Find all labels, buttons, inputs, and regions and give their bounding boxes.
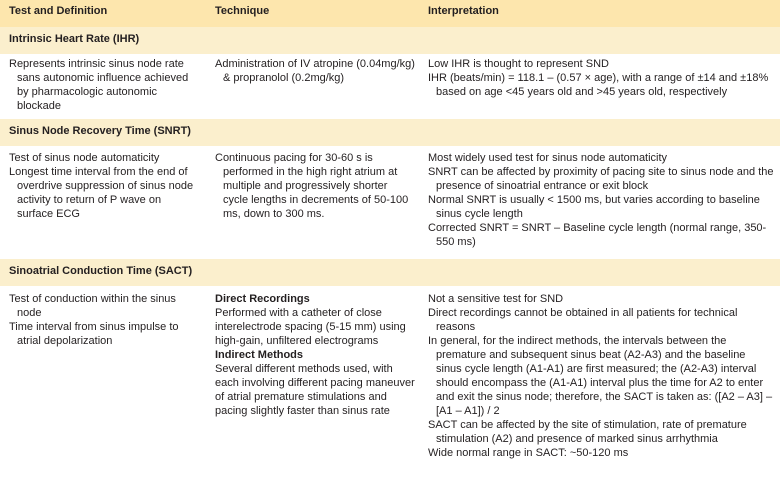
section-snrt-title-bar (0, 119, 780, 146)
definition-cell (9, 151, 199, 221)
technique-text: Several different methods used, with each involving different pacing maneuver of atrial premature stimulations and pacing slightly faster than sinus rate (215, 363, 415, 417)
interpretation-cell (428, 57, 774, 99)
table-header (0, 0, 780, 27)
table-row-sact (0, 292, 780, 477)
technique-text: Performed with a catheter of close interelectrode spacing (5-15 mm) using high-gain, unfiltered electrograms (215, 307, 406, 347)
interpretation-cell (428, 151, 774, 249)
definition-cell (9, 292, 199, 348)
interpretation-text: Direct recordings cannot be obtained in all patients for technical reasons (428, 307, 738, 333)
header-technique: Technique (215, 5, 270, 17)
definition-text: Test of sinus node automaticity (9, 152, 160, 164)
interpretation-text: Wide normal range in SACT: ~50-120 ms (428, 447, 629, 459)
interpretation-cell (428, 292, 774, 460)
technique-cell (215, 292, 415, 418)
definition-cell (9, 57, 199, 113)
interpretation-text: Normal SNRT is usually < 1500 ms, but varies according to baseline sinus cycle length (428, 194, 760, 220)
interpretation-text: Most widely used test for sinus node automaticity (428, 152, 668, 164)
section-ihr-title-bar (0, 27, 780, 54)
header-interpretation: Interpretation (428, 5, 499, 17)
section-title: Intrinsic Heart Rate (IHR) (9, 33, 140, 45)
definition-text: Represents intrinsic sinus node rate sans autonomic influence achieved by pharmacologic autonomic blockade (9, 58, 189, 112)
section-title: Sinoatrial Conduction Time (SACT) (9, 265, 193, 277)
header-test-definition: Test and Definition (9, 5, 108, 17)
section-sact-title-bar (0, 259, 780, 286)
table-row-ihr (0, 57, 780, 119)
interpretation-text: IHR (beats/min) = 118.1 – (0.57 × age), with a range of ±14 and ±18% based on age <45 years old and >45 years old, respectively (428, 72, 769, 98)
technique-cell (215, 151, 415, 221)
interpretation-text: SNRT can be affected by proximity of pacing site to sinus node and the presence of sinoatrial entrance or exit block (428, 166, 774, 192)
definition-text: Test of conduction within the sinus node (9, 293, 176, 319)
technique-text: Administration of IV atropine (0.04mg/kg) & propranolol (0.2mg/kg) (215, 58, 415, 84)
interpretation-text: SACT can be affected by the site of stimulation, rate of premature stimulation (A2) and presence of marked sinus arrhythmia (428, 419, 747, 445)
interpretation-text: In general, for the indirect methods, the intervals between the premature and subsequent sinus beat (A2-A3) and the baseline sinus cycle length (A1-A1) are first measured; the (A2-A3) interval should encompass the (A1-A1) interval plus the time for A2 to enter and exit the sinus node; therefore, the SACT is taken as: ([A2 – A3] – [A1 – A1]) / 2 (428, 335, 773, 417)
interpretation-text: Low IHR is thought to represent SND (428, 58, 609, 70)
indirect-methods-heading: Indirect Methods (215, 349, 304, 361)
interpretation-text: Not a sensitive test for SND (428, 293, 564, 305)
technique-cell (215, 57, 415, 85)
direct-recordings-heading: Direct Recordings (215, 293, 310, 305)
table-row-snrt (0, 151, 780, 259)
technique-text: Continuous pacing for 30-60 s is performed in the high right atrium at multiple and progressively shorter cycle lengths in decrements of 50-100 ms, down to 300 ms. (215, 152, 409, 220)
section-title: Sinus Node Recovery Time (SNRT) (9, 125, 191, 137)
definition-text: Longest time interval from the end of overdrive suppression of sinus node activity to return of P wave on surface ECG (9, 166, 194, 220)
interpretation-text: Corrected SNRT = SNRT – Baseline cycle length (normal range, 350-550 ms) (428, 222, 767, 248)
definition-text: Time interval from sinus impulse to atrial depolarization (9, 321, 179, 347)
